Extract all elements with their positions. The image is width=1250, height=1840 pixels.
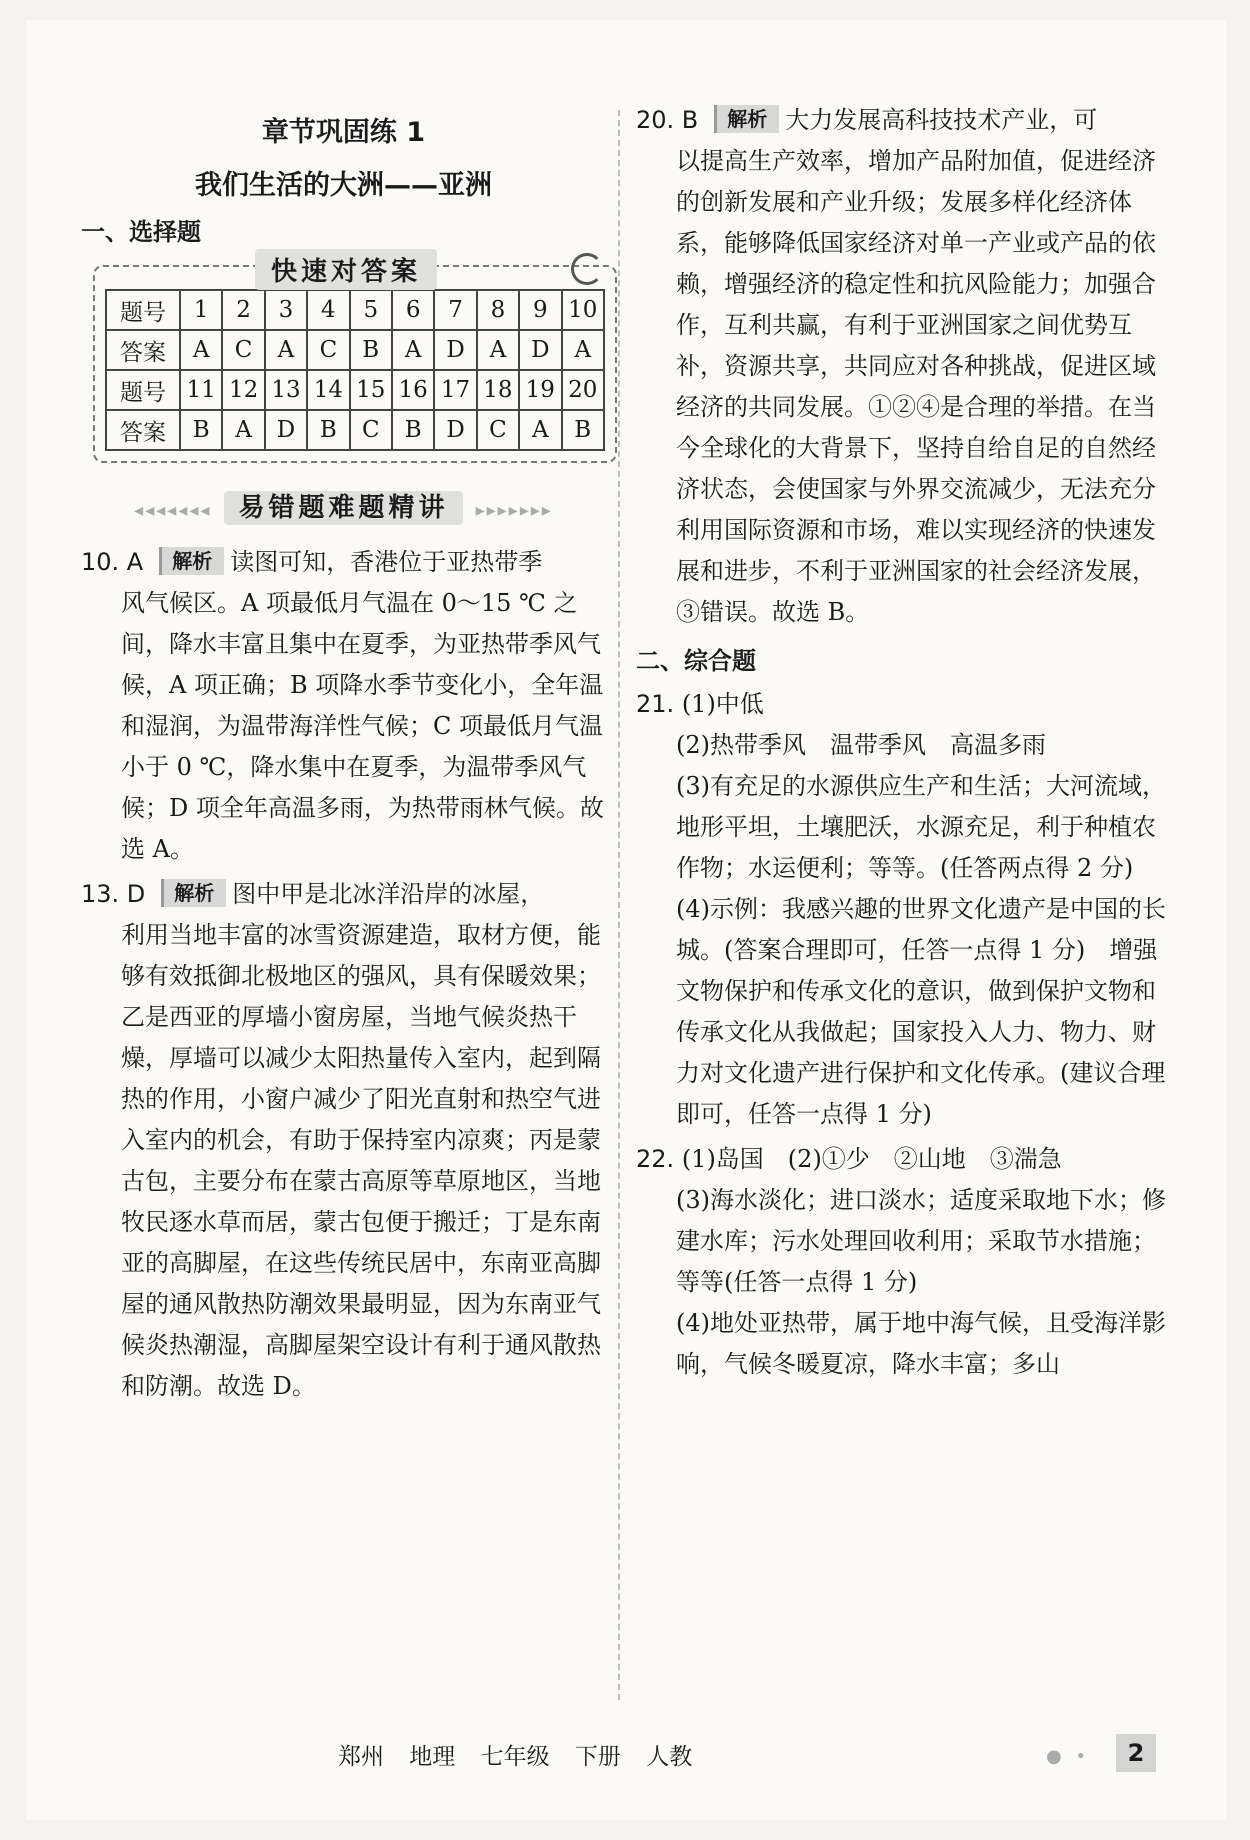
errors-heading <box>81 487 606 524</box>
answers-row-head: 题号 <box>106 370 180 410</box>
analysis-text: 风气候区。A 项最低月气温在 0～15 ℃ 之间，降水丰富且集中在夏季，为亚热带季风气候，A 项正确；B 项降水季节变化小，全年温和湿润，为温带海洋性气候；C 项最低月气温小于 0 ℃，降水集中在夏季，为温带季风气候；D 项全年高温多雨，为热带雨林气候。故选 A。 <box>121 589 604 863</box>
page-number: 2 <box>1116 1734 1156 1772</box>
answer-part-3: (3)有充足的水源供应生产和生活；大河流域，地形平坦，土壤肥沃，水源充足，利于种植农作物；水运便利；等等。(任答两点得 2 分) <box>676 772 1166 882</box>
answers-row <box>106 370 604 410</box>
analysis-text-start: 大力发展高科技技术产业，可 <box>785 106 1098 134</box>
answers-cell: B <box>307 410 349 450</box>
answers-cell: 20 <box>562 370 604 410</box>
answers-cell: 4 <box>307 290 349 330</box>
analysis-text-start: 图中甲是北冰洋沿岸的冰屋， <box>232 880 545 908</box>
answers-cell: D <box>265 410 307 450</box>
answers-cell: A <box>222 410 264 450</box>
answers-cell: C <box>350 410 392 450</box>
answers-cell: 13 <box>265 370 307 410</box>
answers-cell: D <box>434 330 476 370</box>
question-number: 21. <box>636 690 675 718</box>
answers-cell: 9 <box>519 290 561 330</box>
answers-row-head: 答案 <box>106 410 180 450</box>
answer-part-4: (4)示例：我感兴趣的世界文化遗产是中国的长城。(答案合理即可，任答一点得 1 分) 增强文物保护和传承文化的意识，做到保护文物和传承文化从我做起；国家投入人力、物力、财力对文化遗产进行保护和文化传承。(建议合理即可，任答一点得 1 分) <box>676 895 1166 1128</box>
answer-part-3: (3)海水淡化；进口淡水；适度采取地下水；修建水库；污水处理回收利用；采取节水措施；等等(任答一点得 1 分) <box>676 1186 1166 1296</box>
answers-cell: C <box>477 410 519 450</box>
question-22 <box>636 1139 1176 1385</box>
quick-answers-title: 快速对答案 <box>255 249 437 290</box>
answers-cell: 14 <box>307 370 349 410</box>
analysis-tag: 解析 <box>161 879 226 907</box>
answers-table <box>105 289 605 451</box>
answers-cell: 19 <box>519 370 561 410</box>
answer-part-4: (4)地处亚热带，属于地中海气候，且受海洋影响，气候冬暖夏凉，降水丰富；多山 <box>676 1309 1166 1378</box>
question-13 <box>81 874 606 1407</box>
footer-dots-icon: ● • <box>1046 1746 1091 1767</box>
question-10 <box>81 542 606 870</box>
answers-cell: A <box>519 410 561 450</box>
section-choice-heading: 一、选择题 <box>81 218 201 246</box>
answers-cell: A <box>265 330 307 370</box>
answers-cell: B <box>562 410 604 450</box>
answers-cell: B <box>350 330 392 370</box>
answers-cell: 1 <box>180 290 222 330</box>
answers-cell: 15 <box>350 370 392 410</box>
answers-row <box>106 410 604 450</box>
answers-cell: C <box>222 330 264 370</box>
footer-text: 郑州 地理 七年级 下册 人教 <box>338 1744 693 1770</box>
answers-cell: 10 <box>562 290 604 330</box>
question-21 <box>636 684 1176 1135</box>
answers-cell: A <box>562 330 604 370</box>
answers-cell: D <box>519 330 561 370</box>
answer-part-1: (1)岛国 (2)①少 ②山地 ③湍急 <box>681 1145 1062 1173</box>
answers-cell: B <box>180 410 222 450</box>
analysis-text-start: 读图可知，香港位于亚热带季 <box>230 548 543 576</box>
page-footer <box>26 1730 1226 1790</box>
chapter-title: 章节巩固练 1 <box>261 117 426 148</box>
answers-cell: A <box>392 330 434 370</box>
question-number: 13. D <box>81 880 146 908</box>
answers-cell: 12 <box>222 370 264 410</box>
question-20 <box>636 100 1176 633</box>
answers-row <box>106 290 604 330</box>
answers-cell: 3 <box>265 290 307 330</box>
section-synthesis-heading: 二、综合题 <box>636 647 756 675</box>
answers-cell: 6 <box>392 290 434 330</box>
left-column <box>81 100 606 1411</box>
refresh-icon <box>571 253 603 285</box>
sub-title: 我们生活的大洲——亚洲 <box>195 170 492 201</box>
quick-answers-box <box>93 257 617 463</box>
question-number: 10. A <box>81 548 144 576</box>
right-column <box>636 100 1176 1389</box>
column-divider <box>618 110 620 1700</box>
answers-cell: 16 <box>392 370 434 410</box>
analysis-text: 利用当地丰富的冰雪资源建造，取材方便，能够有效抵御北极地区的强风，具有保暖效果；乙是西亚的厚墙小窗房屋，当地气候炎热干燥，厚墙可以减少太阳热量传入室内，起到隔热的作用，小窗户减少了阳光直射和热空气进入室内的机会，有助于保持室内凉爽；丙是蒙古包，主要分布在蒙古高原等草原地区，当地牧民逐水草而居，蒙古包便于搬迁；丁是东南亚的高脚屋，在这些传统民居中，东南亚高脚屋的通风散热防潮效果最明显，因为东南亚气候炎热潮湿，高脚屋架空设计有利于通风散热和防潮。故选 D。 <box>121 921 601 1400</box>
analysis-tag: 解析 <box>159 547 224 575</box>
answers-cell: A <box>477 330 519 370</box>
page <box>26 20 1226 1820</box>
answers-cell: 7 <box>434 290 476 330</box>
answers-row-head: 答案 <box>106 330 180 370</box>
answers-cell: A <box>180 330 222 370</box>
question-number: 20. B <box>636 106 699 134</box>
answers-cell: B <box>392 410 434 450</box>
answers-cell: 11 <box>180 370 222 410</box>
answers-cell: 18 <box>477 370 519 410</box>
answers-cell: 2 <box>222 290 264 330</box>
answer-part-2: (2)热带季风 温带季风 高温多雨 <box>676 731 1046 759</box>
answers-cell: 8 <box>477 290 519 330</box>
left-arrows-icon: ◂◂◂◂◂◂◂ <box>134 500 212 521</box>
answers-cell: 5 <box>350 290 392 330</box>
answers-row-head: 题号 <box>106 290 180 330</box>
answers-row <box>106 330 604 370</box>
right-arrows-icon: ▸▸▸▸▸▸▸ <box>475 500 553 521</box>
answer-part-1: (1)中低 <box>681 690 764 718</box>
errors-title: 易错题难题精讲 <box>224 491 462 525</box>
answers-cell: 17 <box>434 370 476 410</box>
answers-cell: D <box>434 410 476 450</box>
analysis-tag: 解析 <box>714 105 779 133</box>
analysis-text: 以提高生产效率，增加产品附加值，促进经济的创新发展和产业升级；发展多样化经济体系，能够降低国家经济对单一产业或产品的依赖，增强经济的稳定性和抗风险能力；加强合作，互利共赢，有利于亚洲国家之间优势互补，资源共享，共同应对各种挑战，促进区域经济的共同发展。①②④是合理的举措。在当今全球化的大背景下，坚持自给自足的自然经济状态，会使国家与外界交流减少，无法充分利用国际资源和市场，难以实现经济的快速发展和进步，不利于亚洲国家的社会经济发展，③错误。故选 B。 <box>676 147 1156 626</box>
answers-cell: C <box>307 330 349 370</box>
question-number: 22. <box>636 1145 675 1173</box>
